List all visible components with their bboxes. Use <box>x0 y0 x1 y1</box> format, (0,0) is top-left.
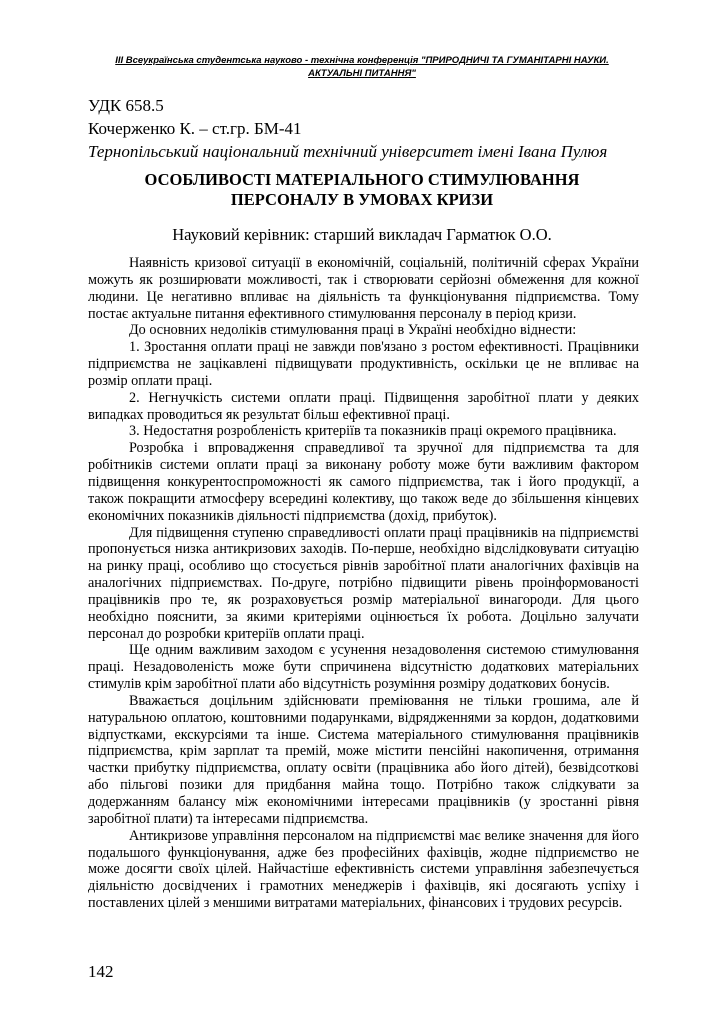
paper-body <box>88 255 639 912</box>
supervisor-line: Науковий керівник: старший викладач Гарматюк О.О. <box>172 225 552 244</box>
affiliation: Тернопільський національний технічний університет імені Івана Пулюя <box>88 142 608 161</box>
paper-title-line-2: ПЕРСОНАЛУ В УМОВАХ КРИЗИ <box>230 190 494 209</box>
udc-code: УДК 658.5 <box>88 96 164 115</box>
paragraph: Розробка і впровадження справедливої та зручної для підприємства та для робітників системи оплати праці за виконану роботу може бути важливим фактором підвищення конкурентоспроможності як самого підприємства, так і його продукції, а також покращити атмосферу всередині колективу, що також веде до збільшення кінцевих економічних показників діяльності підприємства (дохід, прибуток). <box>88 440 639 524</box>
paragraph: Ще одним важливим заходом є усунення незадоволення системою стимулювання праці. Незадоволеність може бути спричинена відсутністю додаткових матеріальних стимулів крім заробітної плати або відсутність розуміння розміру додаткових бонусів. <box>88 642 639 693</box>
conference-header-line-2: АКТУАЛЬНІ ПИТАННЯ" <box>308 68 416 79</box>
paragraph: До основних недоліків стимулювання праці в Україні необхідно віднести: <box>129 322 577 339</box>
paragraph: 3. Недостатня розробленість критеріїв та показників праці окремого працівника. <box>129 423 617 440</box>
paragraph: 2. Негнучкість системи оплати праці. Підвищення заробітної плати у деяких випадках проводиться як результат більш ефективної праці. <box>88 389 639 423</box>
paragraph: Наявність кризової ситуації в економічній, соціальній, політичній сферах України можуть як розширювати можливості, так і створювати серйозні обмеження для кожної людини. Це негативно впливає на діяльність та функціонування підприємства. Тому постає актуальне питання ефективного стимулювання персоналу в період кризи. <box>88 255 639 322</box>
conference-header-line-1: ІІІ Всеукраїнська студентська науково - технічна конференція "ПРИРОДНИЧІ ТА ГУМАНІТАРНІ НАУКИ. <box>115 55 609 66</box>
paragraph: Вважається доцільним здійснювати преміювання не тільки грошима, але й натуральною оплатою, коштовними подарунками, відрядженнями за кордон, додатковими відпустками, екскурсіями та інше. Система матеріального стимулювання працівників підприємства, крім зарплат та премій, може містити пенсійні накопичення, отримання частки прибутку підприємства, оплату освіти (працівника або його дітей), безвідсоткові або пільгові позики для придбання майна тощо. Потрібно також слідкувати за додержанням балансу між економічними інтересами працівників (у зростанні рівня заробітної плати) та інтересами підприємства. <box>88 692 639 827</box>
paper-title-line-1: ОСОБЛИВОСТІ МАТЕРІАЛЬНОГО СТИМУЛЮВАННЯ <box>144 170 580 189</box>
paper-title <box>88 170 636 210</box>
page-number: 142 <box>88 962 114 981</box>
article-meta <box>88 94 648 163</box>
paragraph: Антикризове управління персоналом на підприємстві має велике значення для його подальшого функціонування, адже без професійних фахівців, жодне підприємство не може досягти своїх цілей. Найчастіше ефективність системи управління забезпечується діяльністю досвідчених і грамотних менеджерів і фахівців, які досягають успіху і поставлених цілей з меншими витратами матеріальних, фінансових і трудових ресурсів. <box>88 827 639 912</box>
conference-header <box>88 54 636 80</box>
author-line: Кочерженко К. – ст.гр. БМ-41 <box>88 119 302 138</box>
paragraph: Для підвищення ступеню справедливості оплати праці працівників на підприємстві пропонується низка антикризових заходів. По-перше, необхідно відслідковувати ситуацію на ринку праці, особливо що стосується рівнів заробітної плати аналогічних фахівців на аналогічних підприємствах. По-друге, потрібно підвищити рівень проінформованості працівників про те, як розраховується розмір матеріальної винагороди. Для цього необхідно пояснити, за якими критеріями оцінюється їх робота. Доцільно залучати персонал до розробки критеріїв оплати праці. <box>88 524 639 642</box>
paragraph: 1. Зростання оплати праці не завжди пов'язано з ростом ефективності. Працівники підприємства не зацікавлені підвищувати продуктивність, оскільки це не впливає на розмір оплати праці. <box>88 339 639 389</box>
